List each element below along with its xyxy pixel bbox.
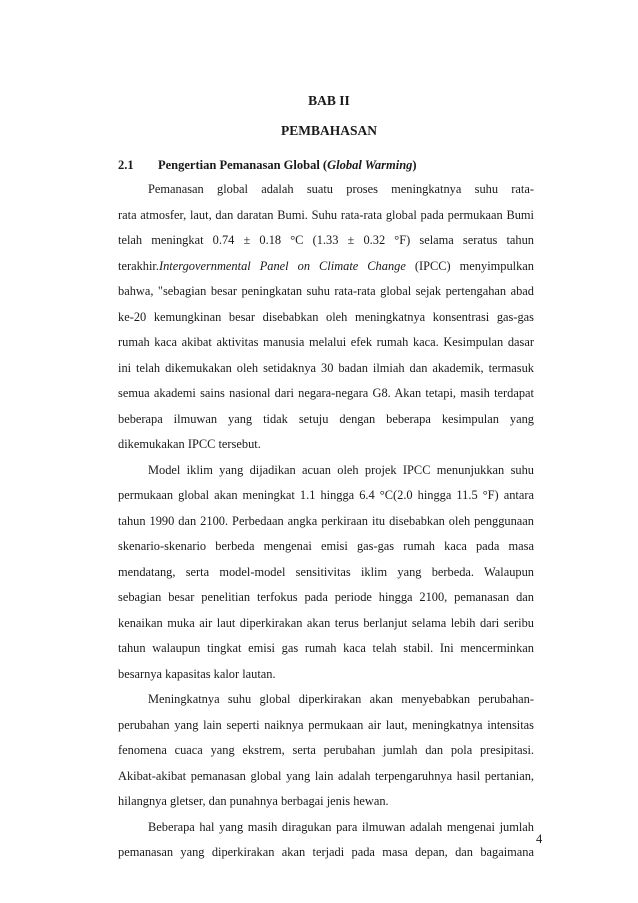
page-number: 4 <box>536 832 543 846</box>
text-line: mendatang, serta model-model sensitivitas iklim yang berbeda. Walaupun <box>118 564 534 579</box>
section-number: 2.1 <box>118 158 134 172</box>
section-title: Pengertian Pemanasan Global ( <box>158 158 328 172</box>
section-title-end: ) <box>412 158 417 172</box>
text-line: beberapa ilmuwan yang tidak setuju dengan beberapa kesimpulan yang <box>118 411 534 426</box>
text-line: perubahan yang lain seperti naiknya permukaan air laut, meningkatnya intensitas <box>118 717 534 732</box>
text-line: Akibat-akibat pemanasan global yang lain adalah terpengaruhnya hasil pertanian, <box>118 768 534 783</box>
text-line-part: terakhir. <box>118 258 159 273</box>
text-line: fenomena cuaca yang ekstrem, serta perubahan jumlah dan pola presipitasi. <box>118 743 534 757</box>
text-line: besarnya kapasitas kalor lautan. <box>118 666 276 681</box>
text-line: rata atmosfer, laut, dan daratan Bumi. Suhu rata-rata global pada permukaan Bumi <box>118 207 534 222</box>
text-line: ini telah dikemukakan oleh setidaknya 30 badan ilmiah dan akademik, termasuk <box>118 360 534 375</box>
text-line: Pemanasan global adalah suatu proses meningkatnya suhu rata- <box>148 182 534 196</box>
text-line: Beberapa hal yang masih diragukan para ilmuwan adalah mengenai jumlah <box>148 819 534 834</box>
chapter-number: BAB II <box>308 93 350 108</box>
section-title-italic: Global Warming <box>327 158 413 172</box>
chapter-title: PEMBAHASAN <box>280 123 377 138</box>
text-line-italic: Intergovernmental Panel on Climate Change <box>158 258 406 273</box>
text-line: hilangnya gletser, dan punahnya berbagai jenis hewan. <box>118 794 389 808</box>
text-line <box>118 258 534 274</box>
text-line: semua akademi sains nasional dari negara-negara G8. Akan tetapi, masih terdapat <box>118 386 534 400</box>
text-line: permukaan global akan meningkat 1.1 hingga 6.4 °C(2.0 hingga 11.5 °F) antara <box>118 488 534 502</box>
section-heading <box>118 158 417 173</box>
text-line-part: (IPCC) menyimpulkan <box>405 258 535 273</box>
text-line: dikemukakan IPCC tersebut. <box>118 437 261 451</box>
text-line: Meningkatnya suhu global diperkirakan akan menyebabkan perubahan- <box>148 692 534 706</box>
text-line: tahun 1990 dan 2100. Perbedaan angka perkiraan itu disebabkan oleh penggunaan <box>118 513 534 528</box>
text-line: pemanasan yang diperkirakan akan terjadi pada masa depan, dan bagaimana <box>118 845 534 859</box>
text-line: sebagian besar penelitian terfokus pada periode hingga 2100, pemanasan dan <box>118 590 534 604</box>
text-line: bahwa, "sebagian besar peningkatan suhu rata-rata global sejak pertengahan abad <box>118 284 534 298</box>
text-line: kenaikan muka air laut diperkirakan akan terus berlanjut selama lebih dari seribu <box>118 615 534 630</box>
text-line: skenario-skenario berbeda mengenai emisi gas-gas rumah kaca pada masa <box>118 539 534 553</box>
text-line: telah meningkat 0.74 ± 0.18 °C (1.33 ± 0.32 °F) selama seratus tahun <box>118 233 534 247</box>
text-line: rumah kaca akibat aktivitas manusia melalui efek rumah kaca. Kesimpulan dasar <box>118 335 534 349</box>
text-line: Model iklim yang dijadikan acuan oleh projek IPCC menunjukkan suhu <box>148 462 534 477</box>
text-line: ke-20 kemungkinan besar disebabkan oleh meningkatnya konsentrasi gas-gas <box>118 309 534 324</box>
text-line: tahun walaupun tingkat emisi gas rumah kaca telah stabil. Ini mencerminkan <box>118 641 534 655</box>
